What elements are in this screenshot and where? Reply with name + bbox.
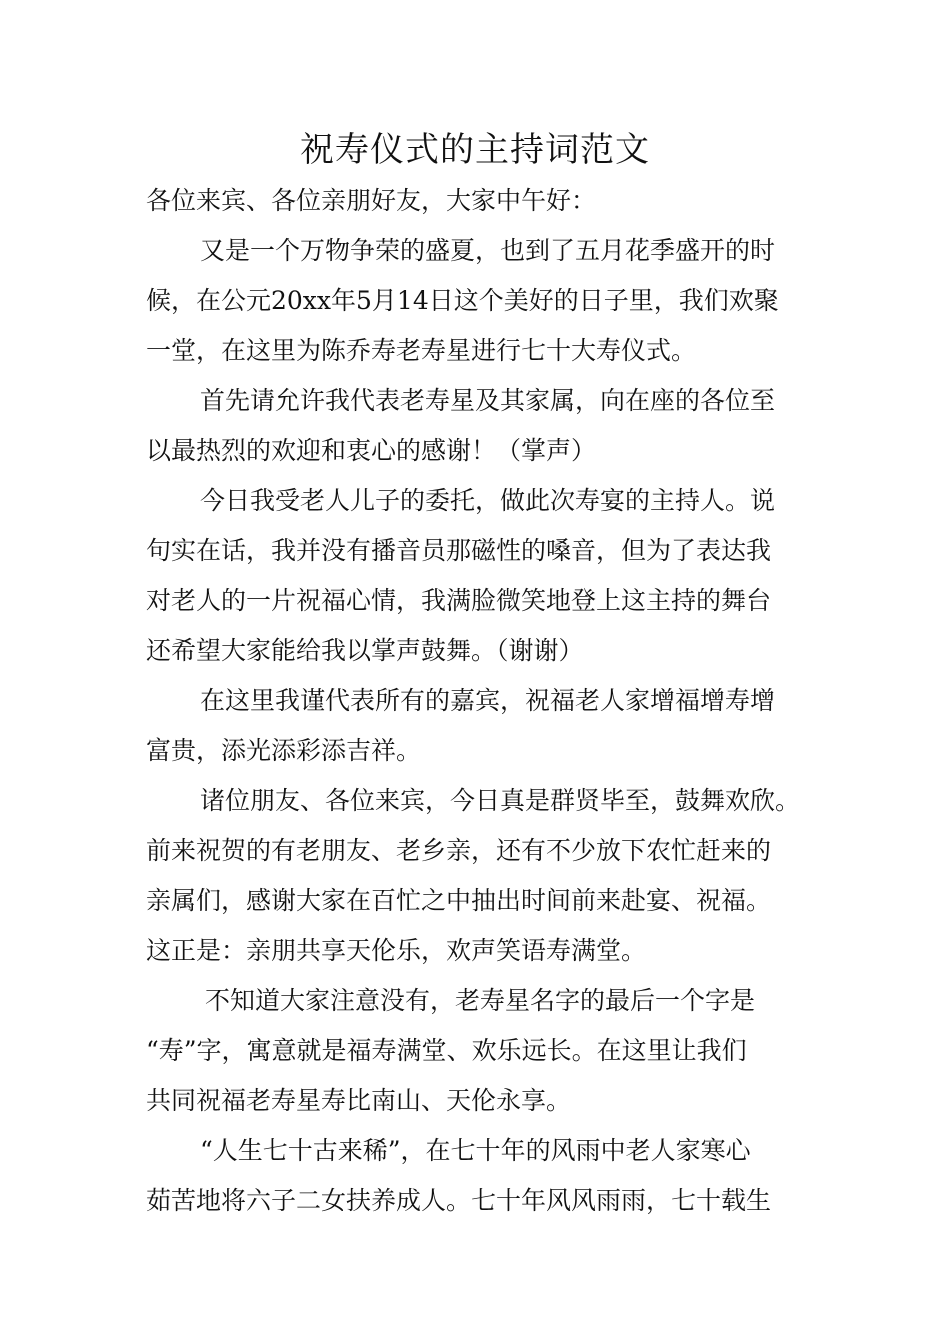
paragraph-2-line-1: 首先请允许我代表老寿星及其家属，向在座的各位至: [200, 386, 776, 415]
greeting-line: 各位来宾、各位亲朋好友，大家中午好：: [146, 186, 597, 215]
paragraph-6-line-2: “寿”字，寓意就是福寿满堂、欢乐远长。在这里让我们: [146, 1036, 747, 1065]
paragraph-6-line-1: 不知道大家注意没有，老寿星名字的最后一个字是: [205, 986, 756, 1015]
paragraph-1-line-3: 一堂，在这里为陈乔寿老寿星进行七十大寿仪式。: [146, 336, 697, 365]
paragraph-1-line-1: 又是一个万物争荣的盛夏，也到了五月花季盛开的时: [200, 236, 776, 265]
paragraph-7-line-2: 茹苦地将六子二女扶养成人。七十年风风雨雨，七十载生: [146, 1186, 772, 1215]
paragraph-4-line-1: 在这里我谨代表所有的嘉宾，祝福老人家增福增寿增: [200, 686, 776, 715]
paragraph-3-line-2: 句实在话，我并没有播音员那磁性的嗓音，但为了表达我: [146, 536, 772, 565]
paragraph-5-line-2: 前来祝贺的有老朋友、老乡亲，还有不少放下农忙赶来的: [146, 836, 772, 865]
paragraph-5-line-3: 亲属们，感谢大家在百忙之中抽出时间前来赴宴、祝福。: [146, 886, 772, 915]
paragraph-7-line-1: “人生七十古来稀”，在七十年的风雨中老人家寒心: [200, 1136, 751, 1165]
document-title: 祝寿仪式的主持词范文: [300, 130, 650, 170]
paragraph-1-line-2: 候，在公元20xx年5月14日这个美好的日子里，我们欢聚: [146, 286, 779, 315]
paragraph-3-line-4: 还希望大家能给我以掌声鼓舞。（谢谢）: [146, 636, 584, 665]
paragraph-2-line-2: 以最热烈的欢迎和衷心的感谢！（掌声）: [146, 436, 597, 465]
paragraph-3-line-3: 对老人的一片祝福心情，我满脸微笑地登上这主持的舞台: [146, 586, 772, 615]
paragraph-5-line-4: 这正是：亲朋共享天伦乐，欢声笑语寿满堂。: [146, 936, 647, 965]
paragraph-4-line-2: 富贵，添光添彩添吉祥。: [146, 736, 422, 765]
paragraph-3-line-1: 今日我受老人儿子的委托，做此次寿宴的主持人。说: [200, 486, 776, 515]
paragraph-6-line-3: 共同祝福老寿星寿比南山、天伦永享。: [146, 1086, 572, 1115]
paragraph-5-line-1: 诸位朋友、各位来宾，今日真是群贤毕至，鼓舞欢欣。: [200, 786, 801, 815]
